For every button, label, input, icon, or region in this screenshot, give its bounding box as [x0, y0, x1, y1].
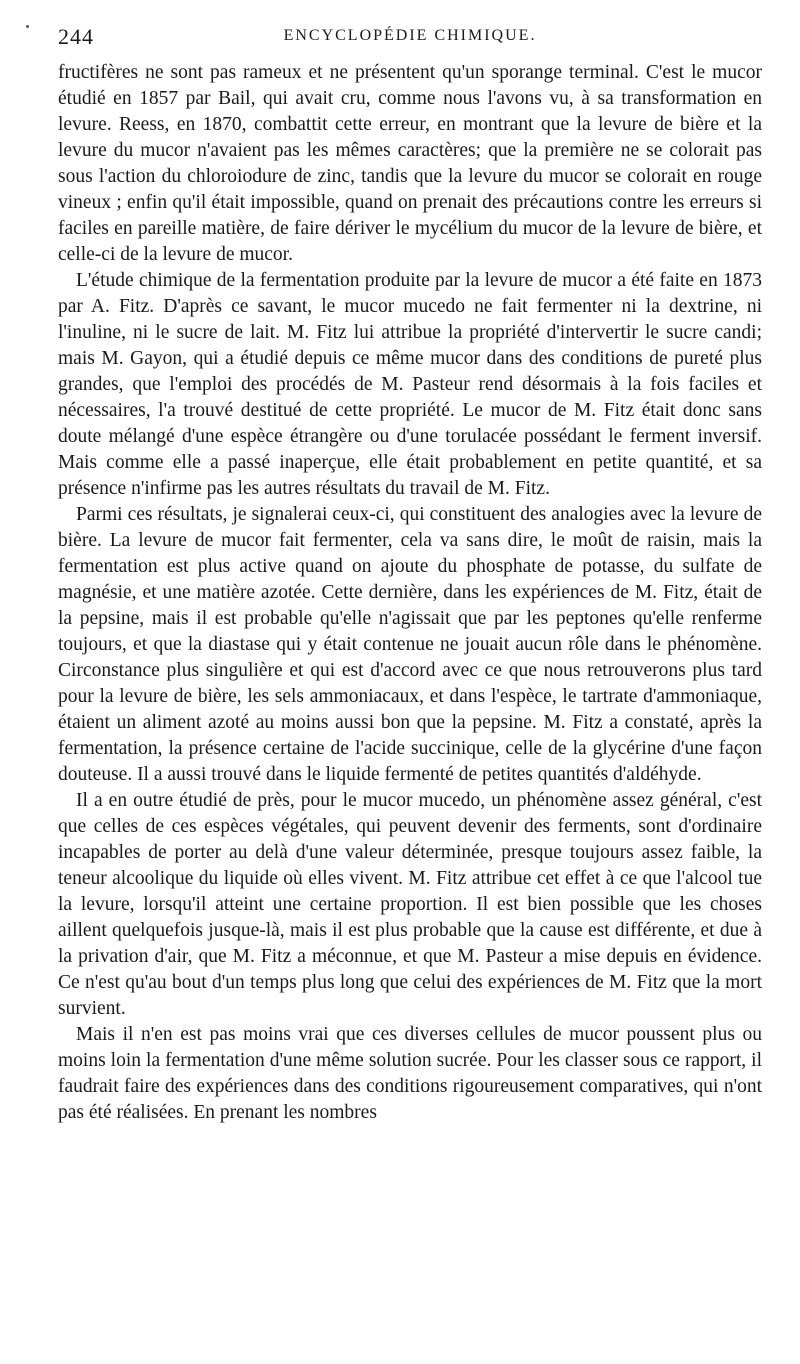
paragraph-2: L'étude chimique de la fermentation produite par la levure de mucor a été faite en 1873 par A. Fitz. D'après ce savant, le mucor mucedo ne fait fermenter ni la dextrine, ni l'inuline, ni le sucre de lait. M. Fitz lui attribue la propriété d'intervertir le sucre candi; mais M. Gayon, qui a étudié depuis ce même mucor dans des conditions de pureté plus grandes, que l'emploi des procédés de M. Pasteur rend désormais à la fois faciles et nécessaires, l'a trouvé destitué de cette propriété. Le mucor de M. Fitz était donc sans doute mélangé d'une espèce étrangère ou d'une torulacée possédant le ferment inversif. Mais comme elle a passé inaperçue, elle était probablement en petite quantité, et sa présence n'infirme pas les autres résultats du travail de M. Fitz.: [58, 270, 762, 499]
paragraph-3: Parmi ces résultats, je signalerai ceux-ci, qui constituent des analogies avec la levure de bière. La levure de mucor fait fermenter, cela va sans dire, le moût de raisin, mais la fermentation est plus active quand on ajoute du phosphate de potasse, du sulfate de magnésie, et une matière azotée. Cette dernière, dans les expériences de M. Fitz, était de la pepsine, mais il est probable qu'elle n'agissait que par les peptones qu'elle renferme toujours, et que la diastase qui y était contenue ne jouait aucun rôle dans le phénomène. Circonstance plus singulière et qui est d'accord avec ce que nous retrouverons plus tard pour la levure de bière, les sels ammoniacaux, et dans l'espèce, le tartrate d'ammoniaque, étaient un aliment azoté au moins aussi bon que la pepsine. M. Fitz a constaté, après la fermentation, la présence certaine de l'acide succinique, celle de la glycérine d'une façon douteuse. Il a aussi trouvé dans le liquide fermenté de petites quantités d'aldéhyde.: [58, 504, 762, 785]
page-number: 244: [58, 24, 94, 49]
body-text: [58, 60, 762, 1126]
paragraph-5: Mais il n'en est pas moins vrai que ces diverses cellules de mucor poussent plus ou moins loin la fermentation d'une même solution sucrée. Pour les classer sous ce rapport, il faudrait faire des expériences dans des conditions rigoureusement comparatives, qui n'ont pas été réalisées. En prenant les nombres: [58, 1024, 762, 1123]
paragraph-1: fructifères ne sont pas rameux et ne présentent qu'un sporange terminal. C'est le mucor étudié en 1857 par Bail, qui avait cru, comme nous l'avons vu, à sa transformation en levure. Reess, en 1870, combattit cette erreur, en montrant que la levure de bière et la levure du mucor n'avaient pas les mêmes caractères; que la première ne se colorait pas sous l'action du chloroiodure de zinc, tandis que la levure du mucor se colorait en rouge vineux ; enfin qu'il était impossible, quand on prenait des précautions contre les erreurs si faciles en pareille matière, de faire dériver le mycélium du mucor de la levure de bière, et celle-ci de la levure de mucor.: [58, 62, 762, 265]
running-head: [58, 24, 762, 60]
header-title: ENCYCLOPÉDIE CHIMIQUE.: [283, 27, 537, 44]
paragraph-4: Il a en outre étudié de près, pour le mucor mucedo, un phénomène assez général, c'est que celles de ces espèces végétales, qui peuvent devenir des ferments, sont d'ordinaire incapables de porter au delà d'une valeur déterminée, presque toujours assez faible, la teneur alcoolique du liquide où elles vivent. M. Fitz attribue cet effet à ce que l'alcool tue la levure, lorsqu'il atteint une certaine proportion. Il est bien possible que les choses aillent quelquefois jusque-là, mais il est plus probable que la cause est différente, et due à la privation d'air, que M. Fitz a méconnue, et que M. Pasteur a mise depuis en évidence. Ce n'est qu'au bout d'un temps plus long que celui des expériences de M. Fitz que la mort survient.: [58, 790, 762, 1019]
margin-speck: [26, 25, 29, 28]
book-page: [58, 24, 762, 1126]
